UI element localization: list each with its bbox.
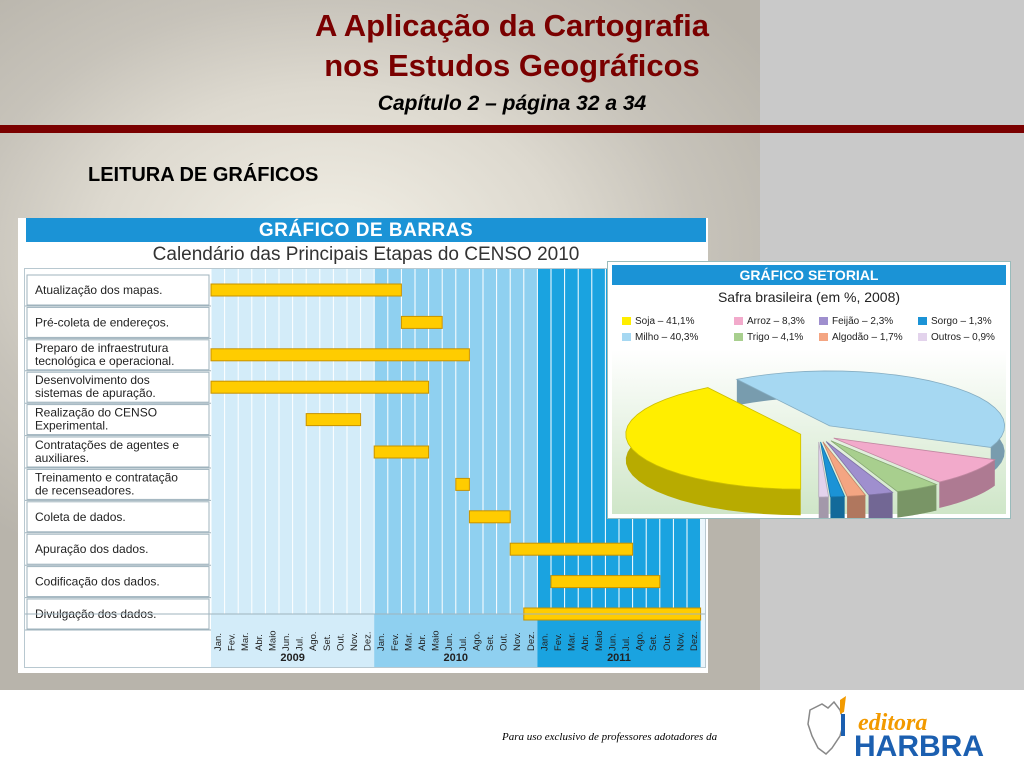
task-bar <box>306 414 360 426</box>
logo-script-text: editora <box>858 710 928 736</box>
task-label: Desenvolvimento dos <box>35 373 150 388</box>
slide-title-line2: nos Estudos Geográficos <box>324 48 700 83</box>
legend-label: Feijão – 2,3% <box>832 316 894 327</box>
pie-chart <box>607 261 1011 519</box>
pie-slice-side <box>830 496 844 518</box>
legend-label: Soja – 41,1% <box>635 316 695 327</box>
month-tick-label: Jan. <box>376 633 388 651</box>
year-label: 2010 <box>443 652 469 664</box>
month-tick-label: Jun. <box>607 633 619 651</box>
gantt-chart <box>18 218 708 673</box>
month-tick-label: Ago. <box>308 631 320 651</box>
year-label: 2009 <box>280 652 305 664</box>
gantt-header: GRÁFICO DE BARRAS <box>26 218 706 244</box>
pie-slice-side <box>819 497 829 518</box>
task-label: Experimental. <box>35 418 109 433</box>
month-tick-label: Fev. <box>389 633 401 651</box>
gantt-panel <box>24 268 706 668</box>
task-bar <box>374 446 428 458</box>
month-tick-label: Out. <box>661 633 673 651</box>
task-bar <box>211 284 401 296</box>
month-tick-label: Nov. <box>349 632 360 651</box>
logo-word-text: HARBRA <box>854 730 984 762</box>
month-tick-label: Set. <box>321 634 333 651</box>
task-label: Pré-coleta de endereços. <box>35 315 170 330</box>
task-bar <box>211 381 429 393</box>
slide-subtitle: Capítulo 2 – página 32 a 34 <box>377 92 647 115</box>
year-label: 2011 <box>607 652 631 664</box>
month-tick-label: Nov. <box>675 632 687 651</box>
legend-label: Outros – 0,9% <box>931 332 995 343</box>
month-tick-label: Set. <box>485 634 496 651</box>
task-label: Atualização dos mapas. <box>35 283 163 297</box>
task-label: Preparo de infraestrutura <box>35 340 169 355</box>
legend-label: Algodão – 1,7% <box>832 332 903 343</box>
task-bar <box>469 511 510 523</box>
section-title: LEITURA DE GRÁFICOS <box>88 164 319 186</box>
month-tick-label: Dez. <box>362 631 374 651</box>
task-label: Apuração dos dados. <box>35 542 149 557</box>
month-tick-label: Jun. <box>444 633 456 651</box>
legend-label: Trigo – 4,1% <box>747 332 804 343</box>
month-tick-label: Fev. <box>553 633 564 651</box>
task-label: Contratações de agentes e <box>35 438 180 452</box>
gantt-title: Calendário das Principais Etapas do CENSO 2010 <box>26 242 706 268</box>
title-divider <box>0 125 1024 133</box>
month-tick-label: Jul. <box>621 636 632 651</box>
month-tick-label: Jan. <box>539 633 551 651</box>
month-tick-label: Dez. <box>525 631 537 651</box>
task-label: tecnológica e operacional. <box>35 353 175 368</box>
month-tick-label: Dez. <box>689 631 700 651</box>
month-tick-label: Ago. <box>634 631 646 651</box>
task-label: auxiliares. <box>35 451 90 465</box>
month-tick-label: Jan. <box>213 633 224 651</box>
task-label: Codificação dos dados. <box>35 574 160 589</box>
month-tick-label: Ago. <box>471 631 483 651</box>
pie-svg <box>608 262 1010 518</box>
pie-header: GRÁFICO SETORIAL <box>612 265 1006 285</box>
month-tick-label: Mar. <box>240 632 252 651</box>
month-tick-label: Out. <box>335 633 347 651</box>
task-bar <box>456 478 470 490</box>
task-bar <box>510 543 632 555</box>
month-tick-label: Jul. <box>294 636 306 651</box>
slide-title-line1: A Aplicação da Cartografia <box>315 8 709 43</box>
month-tick-label: Jul. <box>457 636 469 651</box>
gantt-svg <box>25 269 705 667</box>
task-bar <box>551 576 660 588</box>
harbra-logo-mark <box>800 692 1020 762</box>
pie-title: Safra brasileira (em %, 2008) <box>717 289 901 305</box>
task-bar <box>401 316 442 328</box>
task-label: Divulgação dos dados. <box>35 607 157 621</box>
legend-label: Arroz – 8,3% <box>747 316 805 327</box>
pie-slice-side <box>847 495 865 518</box>
task-label: de recenseadores. <box>35 483 135 498</box>
legend-label: Milho – 40,3% <box>635 332 699 343</box>
month-tick-label: Abr. <box>417 634 428 651</box>
month-tick-label: Mar. <box>403 632 415 651</box>
month-tick-label: Nov. <box>512 632 524 651</box>
month-tick-label: Jun. <box>281 633 292 651</box>
task-label: Realização do CENSO <box>35 405 158 420</box>
task-label: Treinamento e contratação <box>35 470 178 485</box>
task-label: Coleta de dados. <box>35 509 126 524</box>
month-tick-label: Mar. <box>566 632 578 651</box>
month-tick-label: Maio <box>267 630 279 651</box>
month-tick-label: Set. <box>648 634 660 651</box>
month-tick-label: Abr. <box>253 634 265 651</box>
month-tick-label: Out. <box>498 633 510 651</box>
month-tick-label: Maio <box>430 630 442 651</box>
month-tick-label: Abr. <box>580 634 592 651</box>
task-label: sistemas de apuração. <box>35 386 156 401</box>
legend-label: Sorgo – 1,3% <box>931 316 992 327</box>
month-tick-label: Maio <box>593 630 605 651</box>
footer-text: Para uso exclusivo de professores adotadores da <box>502 731 718 743</box>
task-bar <box>211 349 469 361</box>
pie-slice-side <box>869 492 893 518</box>
harbra-logo <box>800 692 1020 762</box>
month-tick-label: Fev. <box>226 633 238 651</box>
